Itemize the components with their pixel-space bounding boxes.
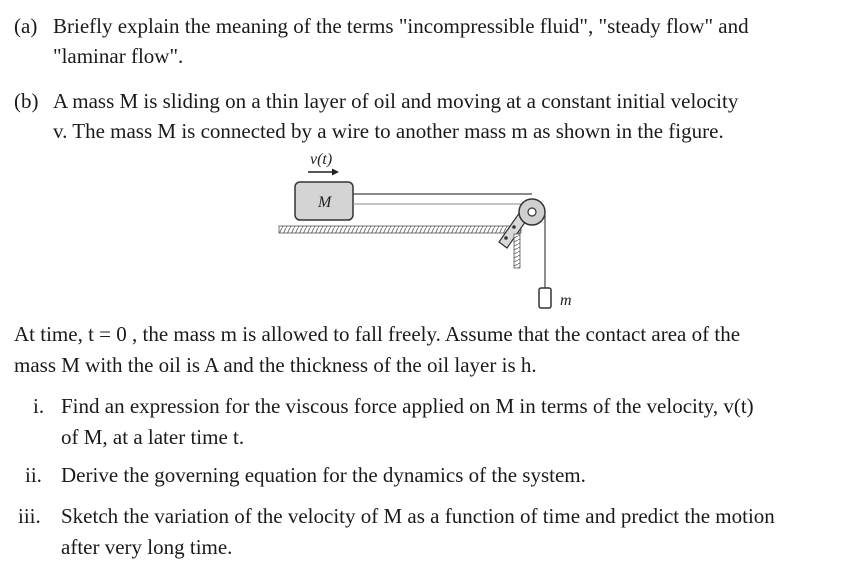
part-b-label: (b) bbox=[14, 89, 39, 113]
question-2-line-1: Derive the governing equation for the dynamics of the system. bbox=[61, 463, 586, 487]
part-a-label: (a) bbox=[14, 14, 38, 38]
question-3-number: iii. bbox=[18, 504, 41, 528]
oil-surface bbox=[279, 226, 521, 233]
part-a-line-1: Briefly explain the meaning of the terms "incompressible fluid", "steady flow" and bbox=[53, 14, 749, 38]
part-b-line-2: v. The mass M is connected by a wire to another mass m as shown in the figure. bbox=[53, 119, 724, 143]
horizontal-wire bbox=[353, 194, 532, 204]
question-3-line-1: Sketch the variation of the velocity of M as a function of time and predict the motion bbox=[61, 504, 775, 528]
question-2-number: ii. bbox=[25, 463, 42, 487]
mass-pulley-figure bbox=[270, 148, 590, 316]
question-1-line-2: of M, at a later time t. bbox=[61, 425, 245, 449]
velocity-label: v(t) bbox=[310, 151, 333, 168]
hanging-mass-m bbox=[539, 288, 551, 308]
velocity-arrow-icon bbox=[308, 169, 339, 176]
hanging-mass-label: m bbox=[560, 292, 572, 309]
mass-block-label: M bbox=[318, 194, 332, 211]
part-b-line-1: A mass M is sliding on a thin layer of oil and moving at a constant initial velocity bbox=[53, 89, 739, 113]
intro-line-1: At time, t = 0 , the mass m is allowed to fall freely. Assume that the contact area of the bbox=[14, 322, 741, 346]
intro-line-2: mass M with the oil is A and the thickness of the oil layer is h. bbox=[14, 353, 537, 377]
question-1-line-1: Find an expression for the viscous force applied on M in terms of the velocity, v(t) bbox=[61, 394, 754, 418]
question-1-number: i. bbox=[33, 394, 45, 418]
question-3-line-2: after very long time. bbox=[61, 535, 233, 559]
pulley-wheel bbox=[519, 199, 545, 225]
part-a-line-2: "laminar flow". bbox=[53, 44, 184, 68]
